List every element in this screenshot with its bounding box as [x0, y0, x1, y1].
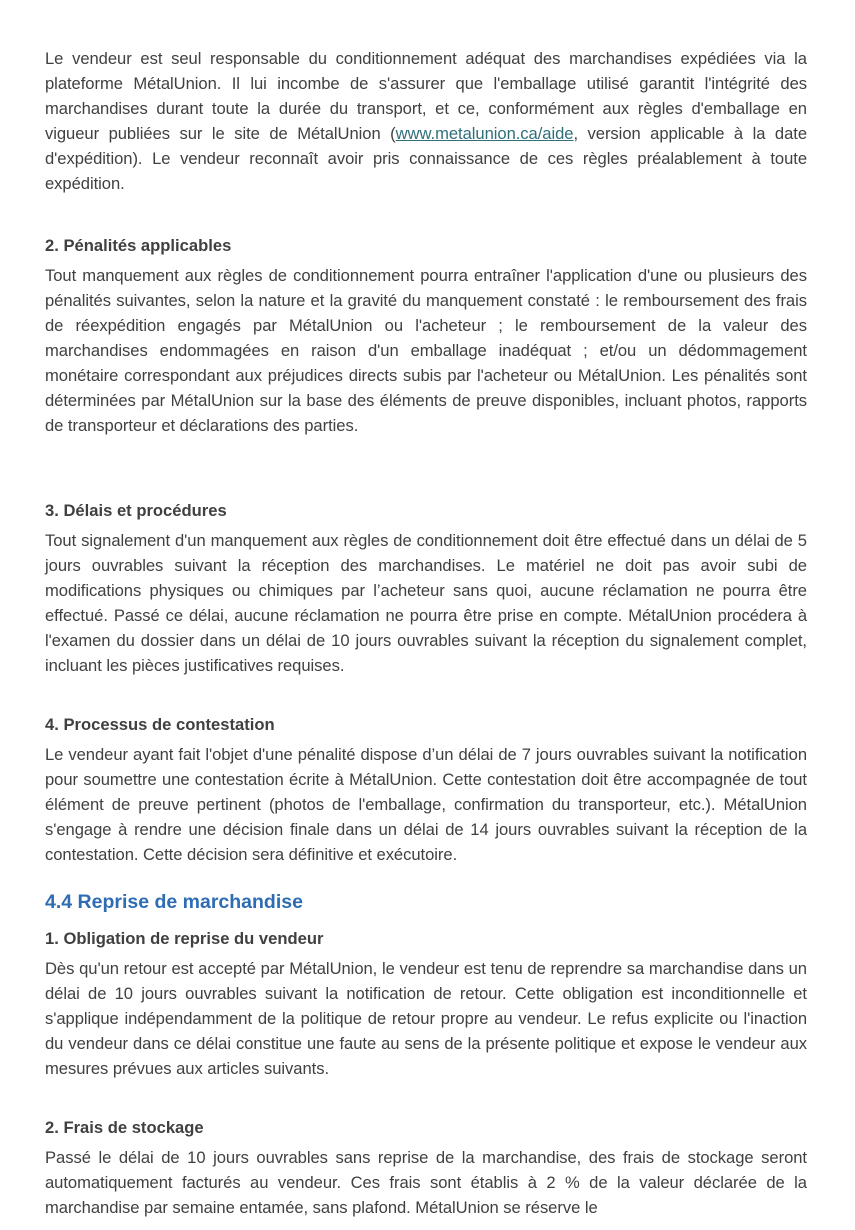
- intro-paragraph: [45, 46, 807, 196]
- section-body: Le vendeur ayant fait l'objet d'une pénalité dispose d’un délai de 7 jours ouvrables suivant la notification pour soumettre une contestation écrite à MétalUnion. Cette contestation doit être accompagnée de tout élément de preuve pertinent (photos de l'emballage, confirmation du transporteur, etc.). MétalUnion s'engage à rendre une décision finale dans un délai de 14 jours ouvrables suivant la réception de la contestation. Cette décision sera définitive et exécutoire.: [45, 745, 807, 864]
- subsection-obligation: [45, 926, 807, 1081]
- intro-text-after-link: , version applicable à la date d'expédition). Le vendeur reconnaît avoir pris connaissance de ces règles préalablement à toute expédition.: [45, 124, 808, 193]
- intro-paragraph-block: [45, 46, 807, 196]
- subsection-body: Passé le délai de 10 jours ouvrables sans reprise de la marchandise, des frais de stockage seront automatiquement facturés au vendeur. Ces frais sont établis à 2 % de la valeur déclarée de la marchandise par semaine entamée, sans plafond. MétalUnion se réserve le: [45, 1148, 807, 1217]
- subsection-body: Dès qu'un retour est accepté par MétalUnion, le vendeur est tenu de reprendre sa marchandise dans un délai de 10 jours ouvrables suivant la notification de retour. Cette obligation est inconditionnelle et s'applique indépendamment de la politique de retour propre au vendeur. Le refus explicite ou l'inaction du vendeur dans ce délai constitue une faute au sens de la présente politique et expose le vendeur aux mesures prévues aux articles suivants.: [45, 959, 807, 1078]
- subsection-heading: 2. Frais de stockage: [45, 1118, 204, 1137]
- section-body: Tout manquement aux règles de conditionnement pourra entraîner l'application d'une ou plusieurs des pénalités suivantes, selon la nature et la gravité du manquement constaté : le remboursement des frais de réexpédition engagés par MétalUnion ou l'acheteur ; le remboursement de la valeur des marchandises endommagées en raison d'un emballage inadéquat ; et/ou un dédommagement monétaire correspondant aux préjudices directs subis par l'acheteur ou MétalUnion. Les pénalités sont déterminées par MétalUnion sur la base des éléments de preuve disponibles, incluant photos, rapports de transporteur et déclarations des parties.: [45, 266, 807, 435]
- subsection-storage-fees: [45, 1115, 807, 1220]
- help-link[interactable]: www.metalunion.ca/aide: [395, 124, 574, 143]
- section-heading: 2. Pénalités applicables: [45, 236, 232, 255]
- section-penalties: [45, 233, 807, 438]
- section-4-4-heading-block: [45, 888, 303, 916]
- subsection-heading: 1. Obligation de reprise du vendeur: [45, 929, 324, 948]
- section-heading: 4. Processus de contestation: [45, 715, 275, 734]
- intro-text-before-link: Le vendeur est seul responsable du conditionnement adéquat des marchandises expédiées via la plateforme MétalUnion. Il lui incombe de s'assurer que l'emballage utilisé garantit l'intégrité des marchandises durant toute la durée du transport, et ce, conformément aux règles d'emballage en vigueur publiées sur le site de MétalUnion (: [45, 49, 807, 143]
- section-body: Tout signalement d'un manquement aux règles de conditionnement doit être effectué dans un délai de 5 jours ouvrables suivant la réception des marchandises. Le matériel ne doit pas avoir subi de modifications physiques ou chimiques par l’acheteur sans quoi, aucune réclamation ne pourra être effectué. Passé ce délai, aucune réclamation ne pourra être prise en compte. MétalUnion procédera à l'examen du dossier dans un délai de 10 jours ouvrables suivant la réception du signalement complet, incluant les pièces justificatives requises.: [45, 531, 807, 675]
- section-contestation: [45, 712, 807, 867]
- section-4-4-heading: 4.4 Reprise de marchandise: [45, 891, 303, 913]
- section-deadlines: [45, 498, 807, 678]
- section-heading: 3. Délais et procédures: [45, 501, 227, 520]
